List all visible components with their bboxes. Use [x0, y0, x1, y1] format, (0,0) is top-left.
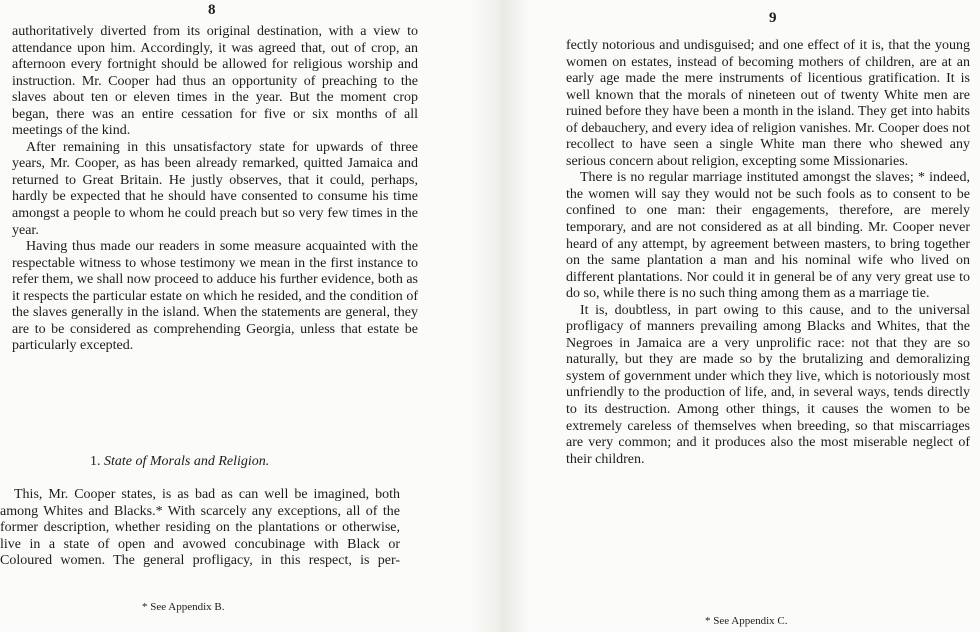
right-paragraph-2: There is no regular marriage instituted amongst the slaves; * indeed, the women will say they would not be such fools as to consent to be confined to one man: their engagements, therefore, are merely temporary, and are not considered as at all binding. Mr. Cooper never heard of any attempt, by agreement between masters, to bring together on the same plantation a man and his nominal wife who lived on different plantations. Nor could it in general be of any very great use to do so, while there is no such thing among them as a marriage tie.	[566, 170, 970, 302]
right-footnote: * See Appendix C.	[705, 615, 788, 627]
left-paragraph-3: Having thus made our readers in some measure acquainted with the respectable witness to whose testimony we mean in the first instance to refer them, we shall now proceed to adduce his further evidence, both as it respects the particular estate on which he resided, and the condition of the slaves generally in the island. When the statements are general, they are to be considered as comprehending Georgia, unless that estate be particularly excepted.	[12, 239, 418, 354]
left-section-body	[0, 487, 400, 570]
right-paragraph-1: fectly notorious and undisguised; and one effect of it is, that the young women on estates, instead of becoming mothers of children, are at an early age made the mere instruments of licentious gratification. It is well known that the morals of nineteen out of twenty White men are ruined before they have been a month in the island. They get into habits of debauchery, and every idea of religion vanishes. Mr. Cooper does not recollect to have seen a single White man there who shewed any serious concern about religion, excepting some Missionaries.	[566, 38, 970, 169]
right-page-body	[566, 38, 970, 468]
left-paragraph-1: authoritatively diverted from its original destination, with a view to attendance upon him. Accordingly, it was agreed that, out of crop, an afternoon every fortnight should be allowed for religious worship and instruction. Mr. Cooper had thus an opportunity of preaching to the slaves about ten or eleven times in the year. But the moment crop began, there was an entire cessation for five or six months of all meetings of the kind.	[12, 24, 418, 139]
section-number: 1.	[90, 454, 101, 469]
section-heading	[90, 454, 330, 470]
right-page-number: 9	[769, 10, 777, 26]
left-section-paragraph: This, Mr. Cooper states, is as bad as can well be imagined, both among Whites and Blacks.* With scarcely any exceptions, all of the former description, whether residing on the plantations or otherwise, live in a state of open and avowed concubinage with Black or Coloured women. The general profligacy, in this respect, is per-	[0, 487, 400, 569]
book-gutter	[470, 0, 530, 632]
left-page-number: 8	[208, 2, 216, 18]
left-page-body	[12, 24, 418, 355]
left-footnote: * See Appendix B.	[142, 601, 225, 613]
section-title: State of Morals and Religion.	[104, 454, 270, 469]
left-paragraph-2: After remaining in this unsatisfactory state for upwards of three years, Mr. Cooper, as has been already remarked, quitted Jamaica and returned to Great Britain. He justly observes, that it could, perhaps, hardly be expected that he should have consented to consume his time amongst a people to whom he could preach but so very few times in the year.	[12, 139, 418, 238]
right-paragraph-3: It is, doubtless, in part owing to this cause, and to the universal profligacy of manners prevailing among Blacks and Whites, that the Negroes in Jamaica are a very unprolific race: not that they are so naturally, but they are made so by the brutalizing and demoralizing system of government under which they live, which is notoriously most unfriendly to the production of life, and, in several ways, tends directly to its destruction. Among other things, it causes the women to be extremely careless of themselves when breeding, so that miscarriages are very common; and it produces also the most miserable neglect of their children.	[566, 302, 970, 467]
